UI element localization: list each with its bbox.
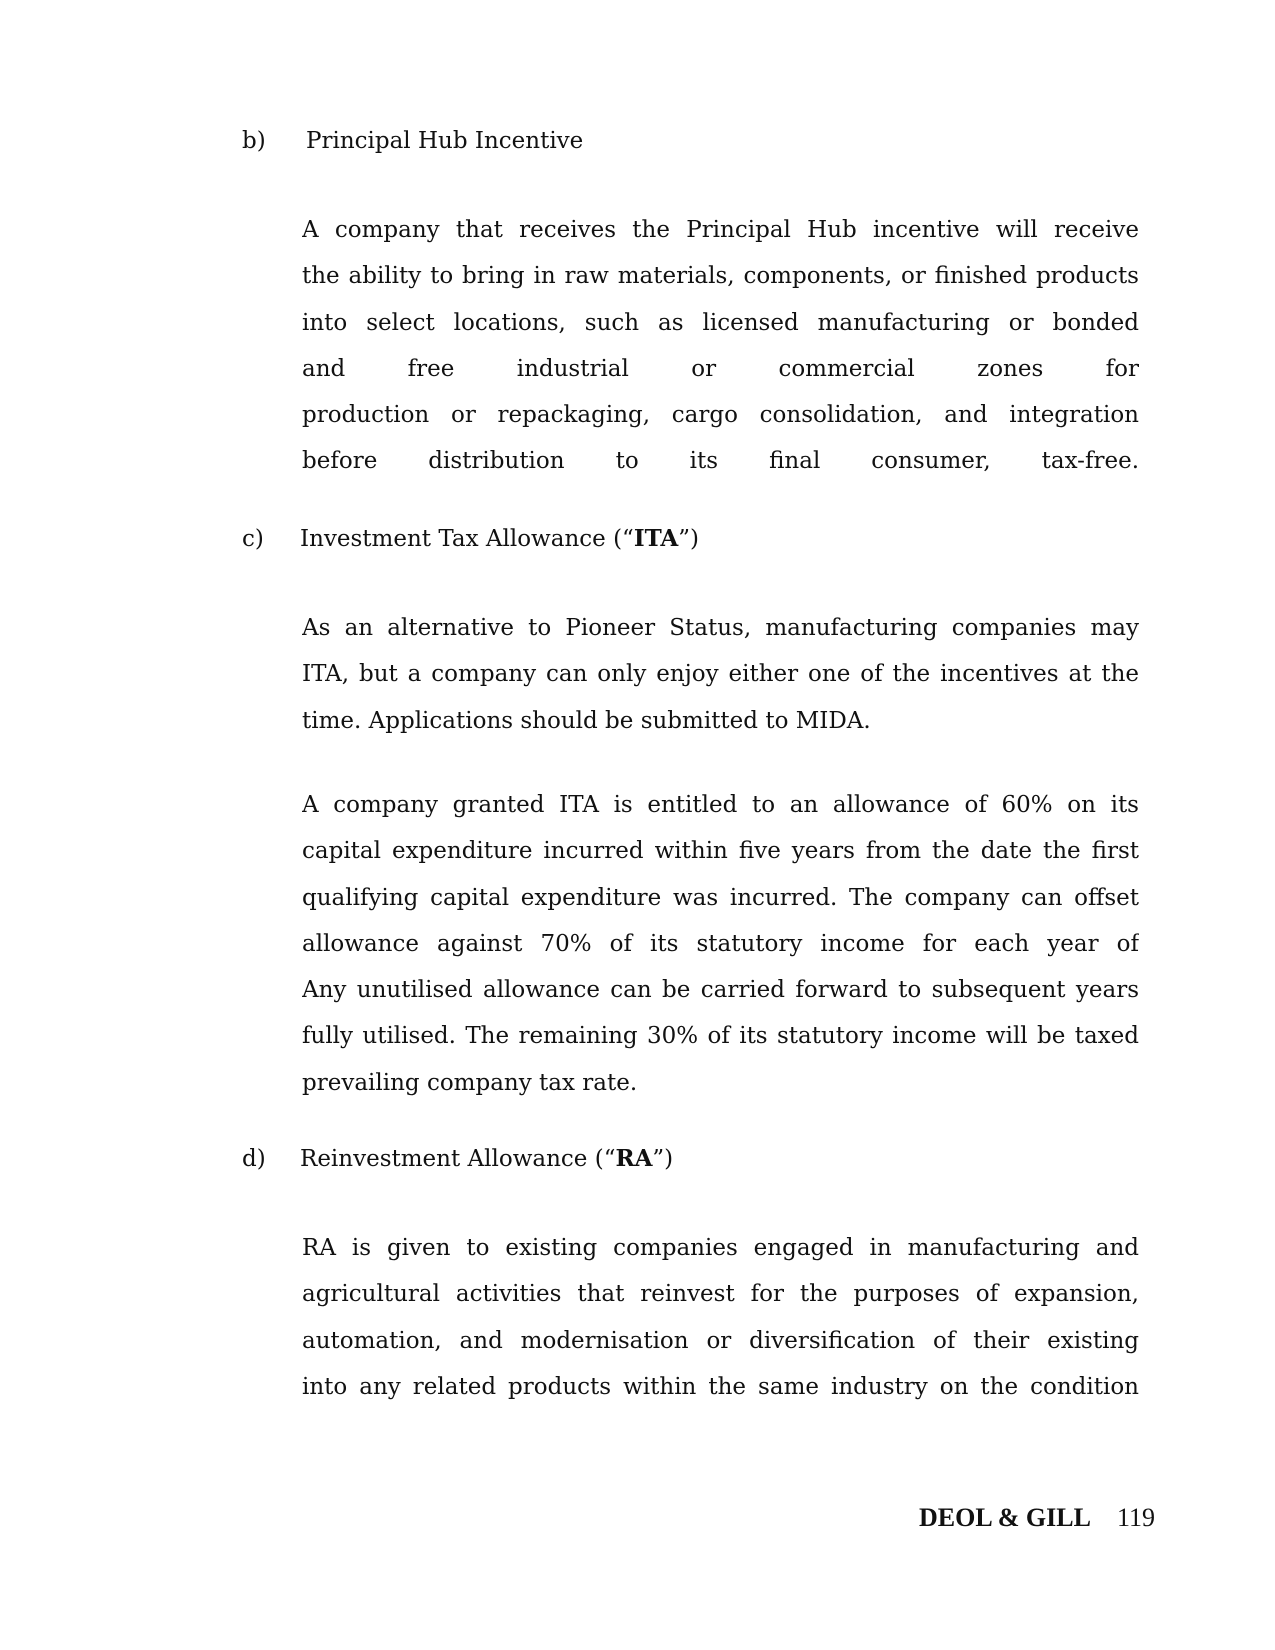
paragraph-line: agricultural activities that reinvest for the purposes of expansion, <box>302 1281 1139 1308</box>
page-footer <box>919 1502 1155 1534</box>
paragraph-line: production or repackaging, cargo consolidation, and integration <box>302 402 1139 429</box>
section-b-marker: b) <box>242 128 266 154</box>
paragraph-line: time. Applications should be submitted to MIDA. <box>302 707 871 734</box>
footer-firm-name: DEOL & GILL <box>919 1503 1091 1532</box>
paragraph-line: qualifying capital expenditure was incurred. The company can offset <box>302 884 1139 911</box>
section-c-title-abbrev: ITA <box>633 525 679 552</box>
page-number: 119 <box>1116 1503 1155 1532</box>
paragraph-line: automation, and modernisation or diversification of their existing <box>302 1327 1139 1354</box>
section-b-title: Principal Hub Incentive <box>306 128 584 154</box>
section-c-paragraph-1 <box>302 605 1139 744</box>
paragraph-line: A company that receives the Principal Hub incentive will receive <box>302 217 1139 243</box>
paragraph-line: into select locations, such as licensed manufacturing or bonded <box>302 309 1139 336</box>
paragraph-line: the ability to bring in raw materials, components, or finished products <box>302 263 1139 290</box>
paragraph-line: capital expenditure incurred within five years from the date the first <box>302 838 1139 865</box>
paragraph-line: into any related products within the same industry on the condition <box>302 1373 1139 1400</box>
paragraph-line: allowance against 70% of its statutory income for each year of <box>302 930 1139 957</box>
paragraph-line: and free industrial or commercial zones for <box>302 355 1139 382</box>
paragraph-line: RA is given to existing companies engaged in manufacturing and <box>302 1235 1139 1261</box>
section-b-paragraph <box>302 207 1139 485</box>
section-c-title-suffix: ”) <box>678 526 700 552</box>
section-d-title-prefix: Reinvestment Allowance (“ <box>300 1146 616 1172</box>
paragraph-line: prevailing company tax rate. <box>302 1069 638 1096</box>
paragraph-line: Any unutilised allowance can be carried forward to subsequent years <box>302 977 1139 1004</box>
paragraph-line: fully utilised. The remaining 30% of its statutory income will be taxed <box>302 1023 1139 1050</box>
section-c-marker: c) <box>242 526 264 552</box>
paragraph-line: A company granted ITA is entitled to an allowance of 60% on its <box>302 792 1139 818</box>
paragraph-line: As an alternative to Pioneer Status, manufacturing companies may <box>302 615 1139 641</box>
section-d-title-suffix: ”) <box>652 1146 674 1172</box>
section-d-paragraph <box>302 1225 1139 1410</box>
section-d-title-abbrev: RA <box>615 1145 653 1172</box>
section-c-paragraph-2 <box>302 782 1139 1106</box>
section-d-title <box>300 1144 673 1174</box>
section-c-title <box>300 524 699 554</box>
paragraph-line: before distribution to its final consumer, tax-free. <box>302 448 1139 475</box>
paragraph-line: ITA, but a company can only enjoy either one of the incentives at the <box>302 661 1139 688</box>
section-d-marker: d) <box>242 1146 266 1172</box>
section-c-title-prefix: Investment Tax Allowance (“ <box>300 526 634 552</box>
